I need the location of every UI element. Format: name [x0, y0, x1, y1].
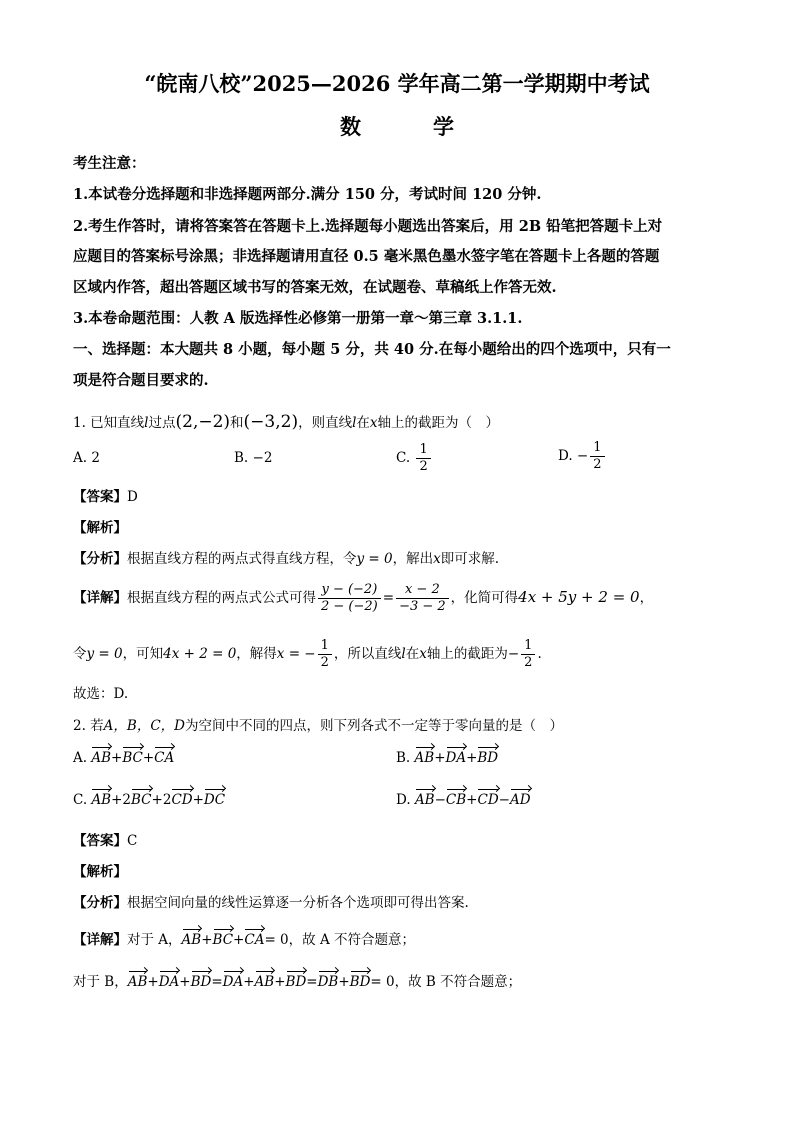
- vector-ab: AB: [91, 750, 112, 766]
- fenxi-text: 根据空间向量的线性运算逐一分析各个选项即可得出答案.: [127, 895, 469, 911]
- vector-cb: CB: [445, 792, 467, 808]
- l2-var-x: x: [419, 646, 427, 662]
- question-2-stem: [73, 714, 563, 734]
- vector-bd: BD: [477, 750, 499, 766]
- option-label: A.: [73, 750, 88, 766]
- notice-item-2-line-2: 应题目的答案标号涂黑；非选择题请用直径 0.5 毫米黑色墨水签字笔在答题卡上各题的答题: [73, 248, 660, 265]
- vector-ab: AB: [181, 932, 202, 948]
- l2-text-d: ，所以直线: [333, 646, 402, 662]
- l2-eq-2: 4x + 2 = 0: [163, 646, 237, 662]
- q2-detail-a: 【详解】对于 A，AB+BC+CA= 0，故 A 不符合题意；: [73, 932, 415, 948]
- answer-tag: 【答案】: [73, 489, 127, 505]
- fenxi-eq: y = 0: [356, 551, 393, 567]
- fraction-denominator: 2: [320, 655, 329, 670]
- exam-title: “皖南八校”2025—2026 学年高二第一学期期中考试: [144, 71, 650, 96]
- vector-ca: CA: [154, 750, 175, 766]
- fenxi-tag: 【分析】: [73, 551, 127, 567]
- answer-tag: 【答案】: [73, 833, 127, 849]
- notice-item-2-line-3: 区域内作答，超出答题区域书写的答案无效，在试题卷、草稿纸上作答无效.: [73, 279, 557, 296]
- q2-option-a: A. AB+BC+CA: [73, 750, 175, 766]
- l2-text-a: 令: [73, 646, 87, 662]
- l2-fraction-1: [318, 638, 332, 671]
- vector-da: DA: [445, 750, 467, 766]
- notice-item-3: 3.本卷命题范围：人教 A 版选择性必修第一册第一章～第三章 3.1.1.: [73, 310, 523, 327]
- subject-char-1: 数: [340, 114, 361, 139]
- q2-stem-a: 2. 若: [73, 718, 104, 734]
- fenxi-tag: 【分析】: [73, 895, 127, 911]
- vector-da: DA: [158, 974, 180, 990]
- q1-option-d-label: D. −: [558, 448, 589, 464]
- detail-equation: 4x + 5y + 2 = 0: [518, 588, 640, 606]
- fenxi-text-b: ，解出: [392, 551, 434, 567]
- q1-answer: [73, 485, 138, 505]
- fraction-denominator: 2: [593, 457, 602, 472]
- vector-ab: AB: [254, 974, 275, 990]
- l2-fraction-2: [521, 638, 535, 671]
- fenxi-var-x: x: [433, 551, 441, 567]
- vector-bd: BD: [285, 974, 307, 990]
- detail-tag: 【详解】: [73, 932, 127, 948]
- section-heading-line-1: 一、选择题：本大题共 8 小题，每小题 5 分，共 40 分.在每小题给出的四个选项中，只有一: [73, 341, 671, 358]
- section-heading-line-2: 项是符合题目要求的.: [73, 372, 209, 389]
- q1-stem-f: 轴上的截距为（ ）: [377, 415, 500, 431]
- option-label: B.: [396, 750, 411, 766]
- option-label: D.: [396, 792, 411, 808]
- detail-text-c: ，: [639, 590, 654, 606]
- option-label: C.: [73, 792, 88, 808]
- vector-ad: AD: [509, 792, 531, 808]
- detail-text: 对于 A，: [127, 932, 182, 948]
- fraction-denominator: 2: [419, 459, 428, 474]
- q2-points: A，B，C，D: [103, 718, 185, 734]
- vector-da: DA: [222, 974, 244, 990]
- notice-item-2-line-1: 2.考生作答时，请将答案答在答题卡上.选择题每小题选出答案后，用 2B 铅笔把答题卡上对: [73, 218, 663, 235]
- q1-option-c-label: C.: [396, 450, 411, 466]
- subject-title: [0, 111, 794, 141]
- detail-result: = 0: [264, 932, 289, 948]
- vector-db: DB: [317, 974, 339, 990]
- q2-answer: [73, 829, 137, 849]
- l2-text-e: 在: [405, 646, 420, 662]
- q1-detail-line-2: [73, 638, 542, 671]
- answer-value: D: [127, 489, 138, 505]
- q1-stem-d: ，则直线: [298, 415, 353, 431]
- fraction-denominator: 2 − (−2): [321, 599, 378, 614]
- q1-option-b: B. −2: [234, 450, 273, 466]
- vector-bd: BD: [349, 974, 371, 990]
- q2-fenxi: [73, 891, 469, 911]
- q2-option-b: B. AB+DA+BD: [396, 750, 499, 766]
- vector-ab: AB: [414, 750, 435, 766]
- q1-option-d: [558, 440, 607, 473]
- fraction-numerator: 1: [318, 638, 332, 655]
- l2-period: .: [537, 646, 542, 662]
- q2-option-c: C. AB+2BC+2CD+DC: [73, 792, 226, 808]
- vector-cd: CD: [477, 792, 499, 808]
- q1-stem-a: 1. 已知直线: [73, 415, 145, 431]
- subject-char-2: 学: [433, 114, 454, 139]
- vector-bc: BC: [122, 750, 143, 766]
- vector-ab: AB: [91, 792, 112, 808]
- detail-fraction-2: [396, 582, 449, 615]
- q1-conclusion: 故选：D.: [73, 686, 129, 702]
- fraction-numerator: 1: [416, 442, 430, 459]
- vector-bc: BC: [212, 932, 234, 948]
- q1-var-l: l: [144, 415, 149, 431]
- q1-option-c: [396, 442, 433, 475]
- detail-text-b: ，化简可得: [450, 590, 519, 606]
- q1-point-2: (−3,2): [243, 412, 299, 432]
- vector-cd: CD: [171, 792, 193, 808]
- vector-ab: AB: [414, 792, 435, 808]
- l2-minus: −: [507, 646, 520, 662]
- q1-analysis-tag: 【解析】: [73, 520, 127, 536]
- fraction-numerator: 1: [521, 638, 535, 655]
- l2-text-c: ，解得: [236, 646, 277, 662]
- l2-eq-3: x = −: [276, 646, 316, 662]
- fraction-numerator: x − 2: [396, 582, 449, 599]
- q1-detail-line-1: [73, 582, 653, 615]
- detail-text-a: 根据直线方程的两点式公式可得: [127, 590, 316, 606]
- q1-option-c-fraction: [416, 442, 430, 475]
- vector-ab: AB: [127, 974, 148, 990]
- q1-option-a: A. 2: [73, 450, 100, 466]
- l2-eq-1: y = 0: [86, 646, 123, 662]
- vector-ca: CA: [244, 932, 265, 948]
- detail-result: = 0: [370, 974, 395, 990]
- l2-text-f: 轴上的截距为: [426, 646, 508, 662]
- notice-item-1: 1.本试卷分选择题和非选择题两部分.满分 150 分，考试时间 120 分钟.: [73, 186, 542, 203]
- q1-point-1: (2,−2): [175, 412, 231, 432]
- q2-stem-b: 为空间中不同的四点，则下列各式不一定等于零向量的是（ ）: [185, 718, 563, 734]
- fraction-numerator: y − (−2): [318, 582, 381, 599]
- answer-value: C: [127, 833, 138, 849]
- fenxi-text-a: 根据直线方程的两点式得直线方程，令: [127, 551, 357, 567]
- question-1-stem: [73, 411, 499, 432]
- fraction-denominator: 2: [524, 655, 533, 670]
- vector-bc: BC: [131, 792, 152, 808]
- fraction-numerator: 1: [590, 440, 604, 457]
- q1-var-x: x: [369, 415, 378, 431]
- l2-text-b: ，可知: [122, 646, 164, 662]
- fenxi-text-c: 即可求解.: [440, 551, 500, 567]
- detail-text: 对于 B，: [73, 974, 128, 990]
- fraction-denominator: −3 − 2: [399, 599, 446, 614]
- vector-dc: DC: [203, 792, 226, 808]
- q2-detail-b: 对于 B，AB+DA+BD=DA+AB+BD=DB+BD= 0，故 B 不符合题意；: [73, 974, 522, 990]
- detail-end: ，故 A 不符合题意；: [288, 932, 415, 948]
- detail-tag: 【详解】: [73, 590, 127, 606]
- l2-var-l: l: [401, 646, 406, 662]
- q1-stem-e: 在: [356, 415, 370, 431]
- q1-option-d-fraction: [590, 440, 604, 473]
- q2-analysis-tag: 【解析】: [73, 864, 127, 880]
- q1-stem-b: 过点: [148, 415, 176, 431]
- q1-fenxi: [73, 547, 499, 567]
- detail-fraction-1: [318, 582, 381, 615]
- q1-var-l-2: l: [352, 415, 357, 431]
- q1-stem-c: 和: [230, 415, 244, 431]
- vector-bd: BD: [190, 974, 212, 990]
- notice-heading: 考生注意：: [73, 155, 146, 172]
- detail-equals: =: [382, 590, 395, 606]
- q2-option-d: D. AB−CB+CD−AD: [396, 792, 531, 808]
- detail-end: ，故 B 不符合题意；: [394, 974, 522, 990]
